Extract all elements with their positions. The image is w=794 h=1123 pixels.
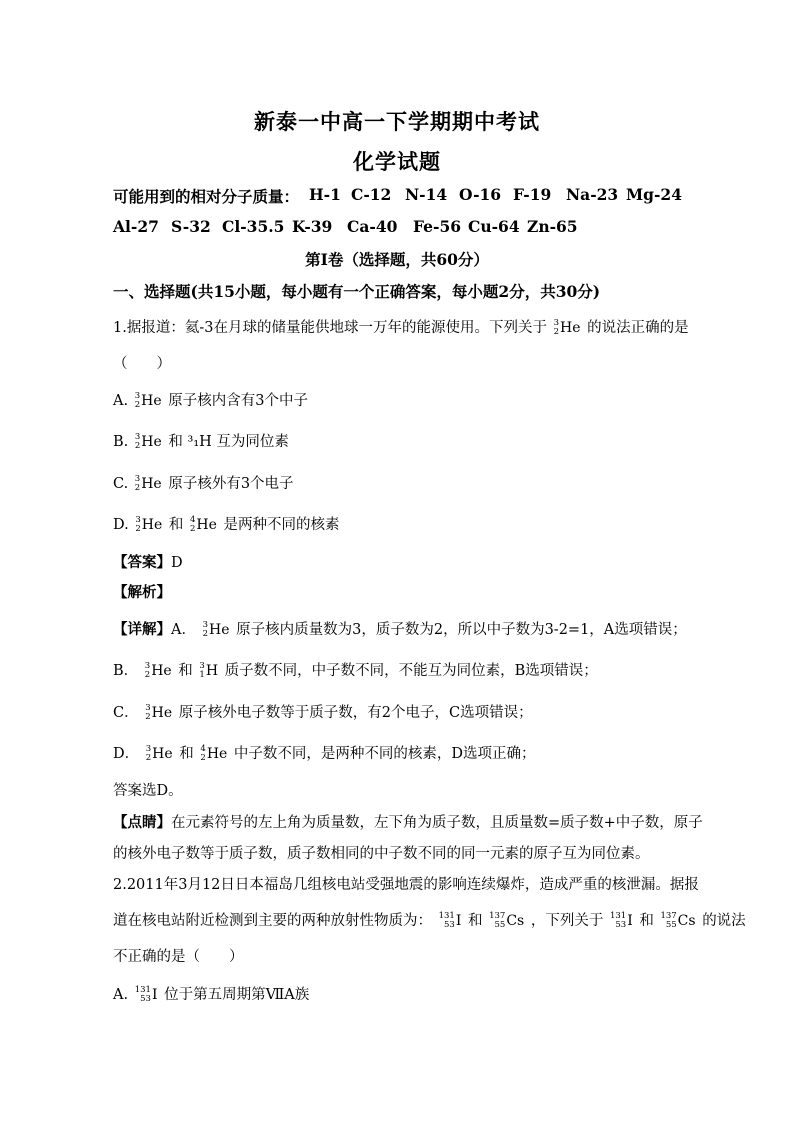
element-symbol: Cs: [677, 913, 696, 929]
mass-item: N-14: [405, 185, 448, 204]
q1-option-b: [113, 430, 289, 451]
option-text: 原子核外有3个电子: [168, 476, 294, 492]
nuclide-i131: [610, 912, 633, 930]
nuclide-h3-inline: ³₁H: [187, 434, 212, 450]
q1-paren: （ ）: [113, 356, 171, 372]
atomic-number: 1: [199, 670, 205, 680]
mass-item: Mg-24: [626, 185, 682, 204]
mass-number: 131: [134, 985, 151, 995]
atomic-number: 2: [200, 753, 206, 763]
atomic-number: 2: [145, 712, 151, 722]
detail-letter: B．: [113, 663, 139, 679]
q1-option-a: [113, 389, 308, 410]
option-text: 互为同位素: [216, 434, 289, 450]
mass-item: Cl-35.5: [222, 217, 285, 236]
atomic-number: 53: [140, 994, 151, 1004]
detail-text: 和: [179, 746, 194, 762]
element-symbol: He: [152, 746, 173, 762]
q2-stem-1: 2.2011年3月12日日本福岛几组核电站受强地震的影响连续爆炸，造成严重的核泄漏。据报: [113, 877, 699, 893]
element-symbol: He: [206, 746, 228, 762]
q2-stem-text: 和: [639, 913, 654, 929]
atomic-number: 2: [134, 483, 141, 493]
nuclide-cs137: [489, 912, 524, 930]
mass-item: Zn-65: [527, 217, 578, 236]
q2-stem-2: [113, 909, 746, 930]
detail-tag: 【详解】: [113, 621, 171, 638]
q1-answer: [113, 551, 183, 572]
mass-number: 137: [660, 911, 677, 921]
mass-number: 3: [134, 432, 141, 442]
element-symbol: He: [151, 663, 172, 679]
q1-detail-d: [113, 742, 536, 763]
q1-option-c: [113, 472, 294, 493]
detail-text: 中子数不同，是两种不同的核素，D选项正确；: [233, 746, 536, 762]
mass-item: Al-27: [113, 217, 159, 236]
tip-tag: 【点睛】: [113, 814, 171, 831]
q1-detail-a: [113, 618, 687, 639]
atomic-number: 2: [134, 400, 141, 410]
detail-text: 质子数不同，中子数不同，不能互为同位素，B选项错误；: [224, 663, 598, 679]
option-letter: C.: [113, 476, 129, 492]
element-symbol: He: [560, 320, 581, 336]
mass-item: F-19: [513, 185, 552, 204]
q1-stem-text: 1.据报道：氦-3在月球的储量能供地球一万年的能源使用。下列关于: [113, 320, 547, 336]
mass-item: Na-23: [566, 185, 619, 204]
section-heading: 一、选择题(共15小题，每小题有一个正确答案，每小题2分，共30分): [113, 282, 601, 301]
nuclide-he3: [146, 745, 173, 763]
analysis-tag: 【解析】: [113, 584, 171, 601]
element-symbol: He: [196, 517, 217, 533]
nuclide-he3: [203, 621, 230, 639]
q2-option-a: [113, 983, 309, 1004]
nuclide-he4: [190, 516, 217, 534]
mass-item: C-12: [351, 185, 392, 204]
mass-item: Fe-56: [413, 217, 462, 236]
mass-number: 137: [489, 911, 506, 921]
element-symbol: I: [151, 987, 158, 1003]
mass-item: H-1: [309, 185, 341, 204]
option-text: 和: [168, 434, 183, 450]
atomic-number: 2: [189, 524, 196, 534]
nuclide-i131: [135, 986, 158, 1004]
atomic-number: 2: [202, 629, 209, 639]
mass-number: 131: [438, 911, 455, 921]
answer-value: D: [171, 555, 183, 571]
atomic-number: 55: [665, 920, 677, 930]
atomic-number: 53: [444, 920, 455, 930]
element-symbol: He: [141, 476, 162, 492]
nuclide-he3: [145, 662, 172, 680]
mass-number: 3: [135, 515, 141, 525]
nuclide-he3: [135, 516, 162, 534]
nuclide-he3: [135, 475, 162, 493]
nuclide-he3: [135, 392, 162, 410]
q1-option-d: [113, 513, 340, 534]
mass-number: 3: [202, 620, 209, 630]
mass-number: 3: [199, 661, 205, 671]
atomic-number: 2: [553, 327, 559, 337]
q2-stem-3: 不正确的是（ ）: [113, 949, 244, 965]
option-text: 是两种不同的核素: [223, 517, 340, 533]
detail-text: 和: [178, 663, 193, 679]
nuclide-he3: [135, 433, 162, 451]
element-symbol: He: [209, 622, 230, 638]
option-text: 和: [168, 517, 184, 533]
atomic-number: 2: [145, 753, 152, 763]
nuclide-he3: [554, 319, 581, 337]
part-heading: 第Ⅰ卷（选择题，共60分）: [305, 250, 489, 269]
mass-number: 3: [134, 391, 141, 401]
element-symbol: I: [627, 913, 633, 929]
option-letter: D.: [113, 517, 129, 533]
q1-detail-b: [113, 659, 598, 680]
q1-tip-1: [113, 811, 703, 832]
element-symbol: Cs: [506, 913, 525, 929]
q2-stem-text: 和: [467, 913, 483, 929]
mass-item: Cu-64: [468, 217, 520, 236]
mass-item: Ca-40: [347, 217, 398, 236]
exam-subtitle: 化学试题: [353, 149, 441, 174]
atomic-number: 2: [144, 670, 151, 680]
detail-text: 原子核内质量数为3，质子数为2，所以中子数为3-2=1，A选项错误；: [236, 622, 687, 638]
q1-tip-2: 的核外电子数等于质子数，质子数相同的中子数不同的同一元素的原子互为同位素。: [113, 846, 650, 862]
q1-stem: [113, 316, 689, 337]
mass-number: 4: [189, 515, 196, 525]
q1-analysis: [113, 581, 171, 602]
element-symbol: He: [141, 434, 162, 450]
detail-letter: C．: [113, 705, 139, 721]
mass-item: O-16: [459, 185, 502, 204]
element-symbol: I: [455, 913, 462, 929]
mass-number: 3: [144, 661, 151, 671]
mass-number: 3: [145, 744, 152, 754]
element-symbol: H: [205, 663, 219, 679]
nuclide-i131: [439, 912, 462, 930]
nuclide-he4: [200, 745, 227, 763]
mass-number: 3: [145, 703, 151, 713]
q2-stem-text: 道在核电站附近检测到主要的两种放射性物质为：: [113, 913, 432, 929]
detail-letter: D．: [113, 746, 140, 762]
option-letter: A.: [113, 393, 129, 409]
q2-stem-text: ，下列关于: [530, 913, 604, 929]
atomic-number: 53: [615, 920, 627, 930]
tip-text: 在元素符号的左上角为质量数，左下角为质子数，且质量数=质子数+中子数，原子: [171, 815, 703, 831]
detail-text: 原子核外电子数等于质子数，有2个电子，C选项错误；: [178, 705, 533, 721]
mass-item: K-39: [292, 217, 333, 236]
q2-stem-text: 的说法: [702, 913, 746, 929]
element-symbol: He: [141, 393, 162, 409]
option-letter: A.: [113, 987, 129, 1003]
nuclide-cs137: [660, 912, 695, 930]
nuclide-he3: [145, 704, 172, 722]
mass-number: 3: [553, 318, 559, 328]
element-symbol: He: [141, 517, 163, 533]
element-symbol: He: [151, 705, 173, 721]
atomic-number: 2: [134, 441, 141, 451]
mass-number: 4: [200, 744, 206, 754]
mass-number: 131: [609, 911, 627, 921]
nuclide-h3: [199, 662, 218, 680]
exam-title: 新泰一中高一下学期期中考试: [254, 109, 540, 134]
option-letter: B.: [113, 434, 129, 450]
option-text: 原子核内含有3个中子: [168, 393, 308, 409]
detail-letter: A．: [171, 622, 196, 638]
option-text: 位于第五周期第ⅦA族: [164, 987, 310, 1003]
atomic-number: 2: [135, 524, 141, 534]
q1-stem-text: 的说法正确的是: [587, 320, 689, 336]
q1-detail-c: [113, 701, 533, 722]
q1-conclusion: 答案选D。: [113, 783, 183, 799]
mass-item: S-32: [171, 217, 211, 236]
masses-label: 可能用到的相对分子质量：: [113, 187, 300, 206]
answer-tag: 【答案】: [113, 554, 171, 571]
mass-number: 3: [134, 474, 141, 484]
atomic-number: 55: [494, 920, 506, 930]
